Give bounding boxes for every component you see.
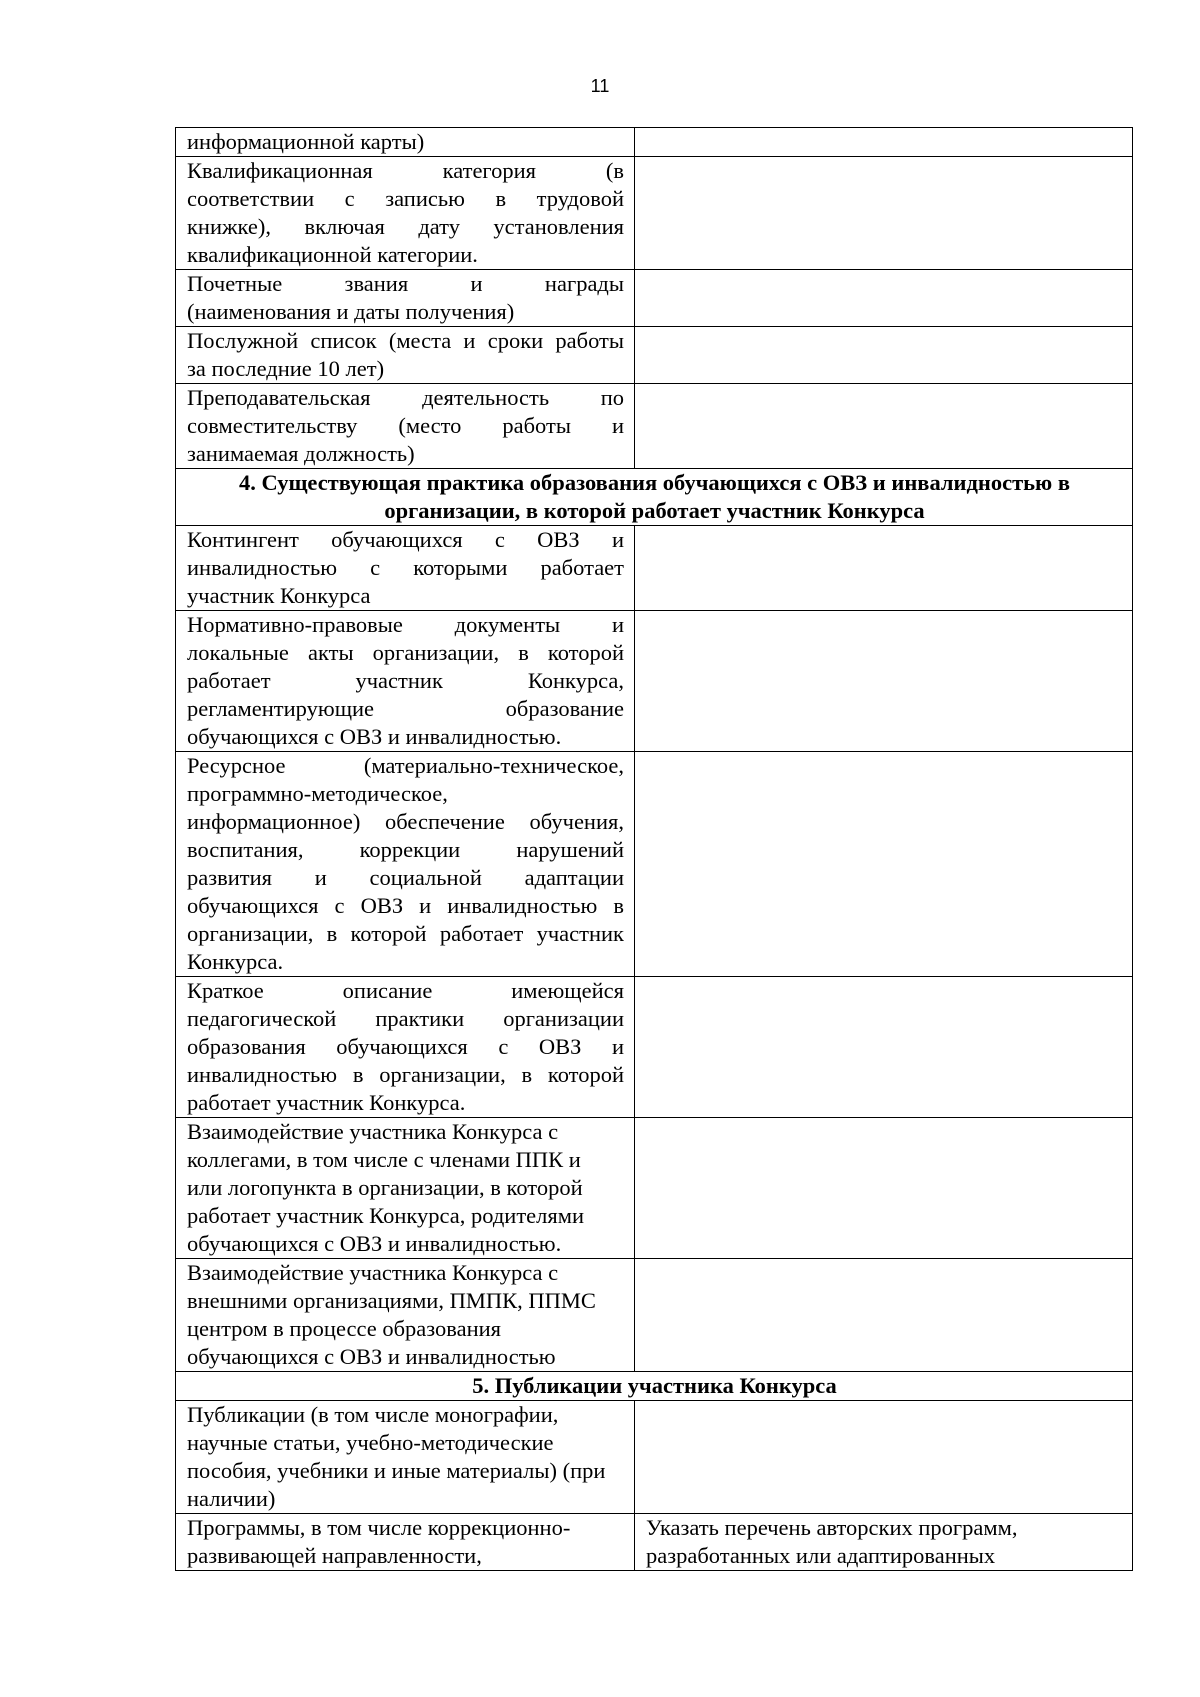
- field-label-line: развивающей направленности,: [187, 1543, 482, 1568]
- field-label-line: информационное) обеспечение обучения,: [187, 809, 624, 834]
- field-label-line: Публикации (в том числе монографии,: [187, 1402, 559, 1427]
- field-label-line: научные статьи, учебно-методические: [187, 1430, 554, 1455]
- field-label: [176, 270, 635, 327]
- form-field-row: [176, 327, 1133, 384]
- field-label: [176, 384, 635, 469]
- field-label-line: совместительству (место работы и: [187, 413, 624, 438]
- field-value[interactable]: [635, 327, 1133, 384]
- field-label-line: соответствии с записью в трудовой: [187, 186, 624, 211]
- field-label-line: пособия, учебники и иные материалы) (при: [187, 1458, 606, 1483]
- field-label: [176, 1401, 635, 1514]
- field-label-line: обучающихся с ОВЗ и инвалидностью.: [187, 1231, 562, 1256]
- field-label-line: Краткое описание имеющейся: [187, 978, 624, 1003]
- field-label: [176, 128, 635, 157]
- field-value[interactable]: [635, 526, 1133, 611]
- field-label-line: инвалидностью с которыми работает: [187, 555, 624, 580]
- section-title: [176, 1372, 1133, 1401]
- field-value[interactable]: [635, 157, 1133, 270]
- field-label-line: внешними организациями, ПМПК, ППМС: [187, 1288, 596, 1313]
- field-label: [176, 977, 635, 1118]
- field-label-line: участник Конкурса: [187, 583, 371, 608]
- field-label: [176, 157, 635, 270]
- field-value[interactable]: [635, 611, 1133, 752]
- field-value-line: разработанных или адаптированных: [646, 1543, 996, 1568]
- field-label-line: Взаимодействие участника Конкурса с: [187, 1119, 559, 1144]
- field-label-line: Контингент обучающихся с ОВЗ и: [187, 527, 624, 552]
- field-label-line: регламентирующие образование: [187, 696, 624, 721]
- field-label-line: информационной карты): [187, 129, 425, 154]
- section-header-row: [176, 1372, 1133, 1401]
- field-label-line: обучающихся с ОВЗ и инвалидностью в: [187, 893, 624, 918]
- field-label-line: центром в процессе образования: [187, 1316, 502, 1341]
- table-body: [176, 128, 1133, 1571]
- form-field-row: [176, 977, 1133, 1118]
- form-field-row: [176, 1118, 1133, 1259]
- field-label-line: воспитания, коррекции нарушений: [187, 837, 624, 862]
- field-value[interactable]: [635, 1259, 1133, 1372]
- field-value[interactable]: [635, 384, 1133, 469]
- field-label-line: локальные акты организации, в которой: [187, 640, 624, 665]
- form-field-row: [176, 128, 1133, 157]
- field-label-line: работает участник Конкурса.: [187, 1090, 466, 1115]
- field-label-line: Ресурсное (материально-техническое,: [187, 753, 624, 778]
- field-label-line: образования обучающихся с ОВЗ и: [187, 1034, 624, 1059]
- form-field-row: [176, 611, 1133, 752]
- field-label-line: Конкурса.: [187, 949, 284, 974]
- field-label-line: педагогической практики организации: [187, 1006, 624, 1031]
- field-label: [176, 611, 635, 752]
- page-number: 11: [590, 76, 610, 96]
- field-label-line: работает участник Конкурса,: [187, 668, 624, 693]
- field-label-line: книжке), включая дату установления: [187, 214, 624, 239]
- field-label-line: Нормативно-правовые документы и: [187, 612, 624, 637]
- form-field-row: [176, 752, 1133, 977]
- field-label-line: обучающихся с ОВЗ и инвалидностью: [187, 1344, 556, 1369]
- field-label-line: программно-методическое,: [187, 781, 448, 806]
- field-label-line: Квалификационная категория (в: [187, 158, 624, 183]
- field-label: [176, 1118, 635, 1259]
- field-label-line: развития и социальной адаптации: [187, 865, 624, 890]
- field-value[interactable]: [635, 270, 1133, 327]
- section-title: [176, 469, 1133, 526]
- field-value[interactable]: [635, 128, 1133, 157]
- field-value-line: Указать перечень авторских программ,: [646, 1515, 1018, 1540]
- form-field-row: [176, 157, 1133, 270]
- form-field-row: [176, 526, 1133, 611]
- form-field-row: [176, 1259, 1133, 1372]
- form-field-row: [176, 1514, 1133, 1571]
- application-form-table: [175, 127, 1133, 1571]
- field-label: [176, 327, 635, 384]
- field-label-line: (наименования и даты получения): [187, 299, 515, 324]
- field-label-line: Почетные звания и награды: [187, 271, 624, 296]
- section-header-row: [176, 469, 1133, 526]
- field-label-line: Преподавательская деятельность по: [187, 385, 624, 410]
- field-value[interactable]: [635, 1401, 1133, 1514]
- field-value[interactable]: [635, 1118, 1133, 1259]
- field-label-line: обучающихся с ОВЗ и инвалидностью.: [187, 724, 562, 749]
- section-title-line: организации, в которой работает участник Конкурса: [384, 498, 925, 523]
- field-label: [176, 752, 635, 977]
- field-label: [176, 1514, 635, 1571]
- field-value[interactable]: [635, 1514, 1133, 1571]
- field-label-line: за последние 10 лет): [187, 356, 385, 381]
- field-label-line: занимаемая должность): [187, 441, 415, 466]
- field-value[interactable]: [635, 752, 1133, 977]
- field-label-line: инвалидностью в организации, в которой: [187, 1062, 624, 1087]
- form-field-row: [176, 270, 1133, 327]
- field-label: [176, 1259, 635, 1372]
- form-field-row: [176, 1401, 1133, 1514]
- field-label: [176, 526, 635, 611]
- field-label-line: организации, в которой работает участник: [187, 921, 624, 946]
- field-value[interactable]: [635, 977, 1133, 1118]
- field-label-line: коллегами, в том числе с членами ППК и: [187, 1147, 581, 1172]
- section-title-line: 5. Публикации участника Конкурса: [472, 1373, 837, 1398]
- form-field-row: [176, 384, 1133, 469]
- field-label-line: работает участник Конкурса, родителями: [187, 1203, 584, 1228]
- field-label-line: квалификационной категории.: [187, 242, 478, 267]
- field-label-line: Программы, в том числе коррекционно-: [187, 1515, 571, 1540]
- section-title-line: 4. Существующая практика образования обучающихся с ОВЗ и инвалидностью в: [239, 470, 1070, 495]
- field-label-line: или логопункта в организации, в которой: [187, 1175, 583, 1200]
- field-label-line: Послужной список (места и сроки работы: [187, 328, 624, 353]
- field-label-line: наличии): [187, 1486, 276, 1511]
- field-label-line: Взаимодействие участника Конкурса с: [187, 1260, 559, 1285]
